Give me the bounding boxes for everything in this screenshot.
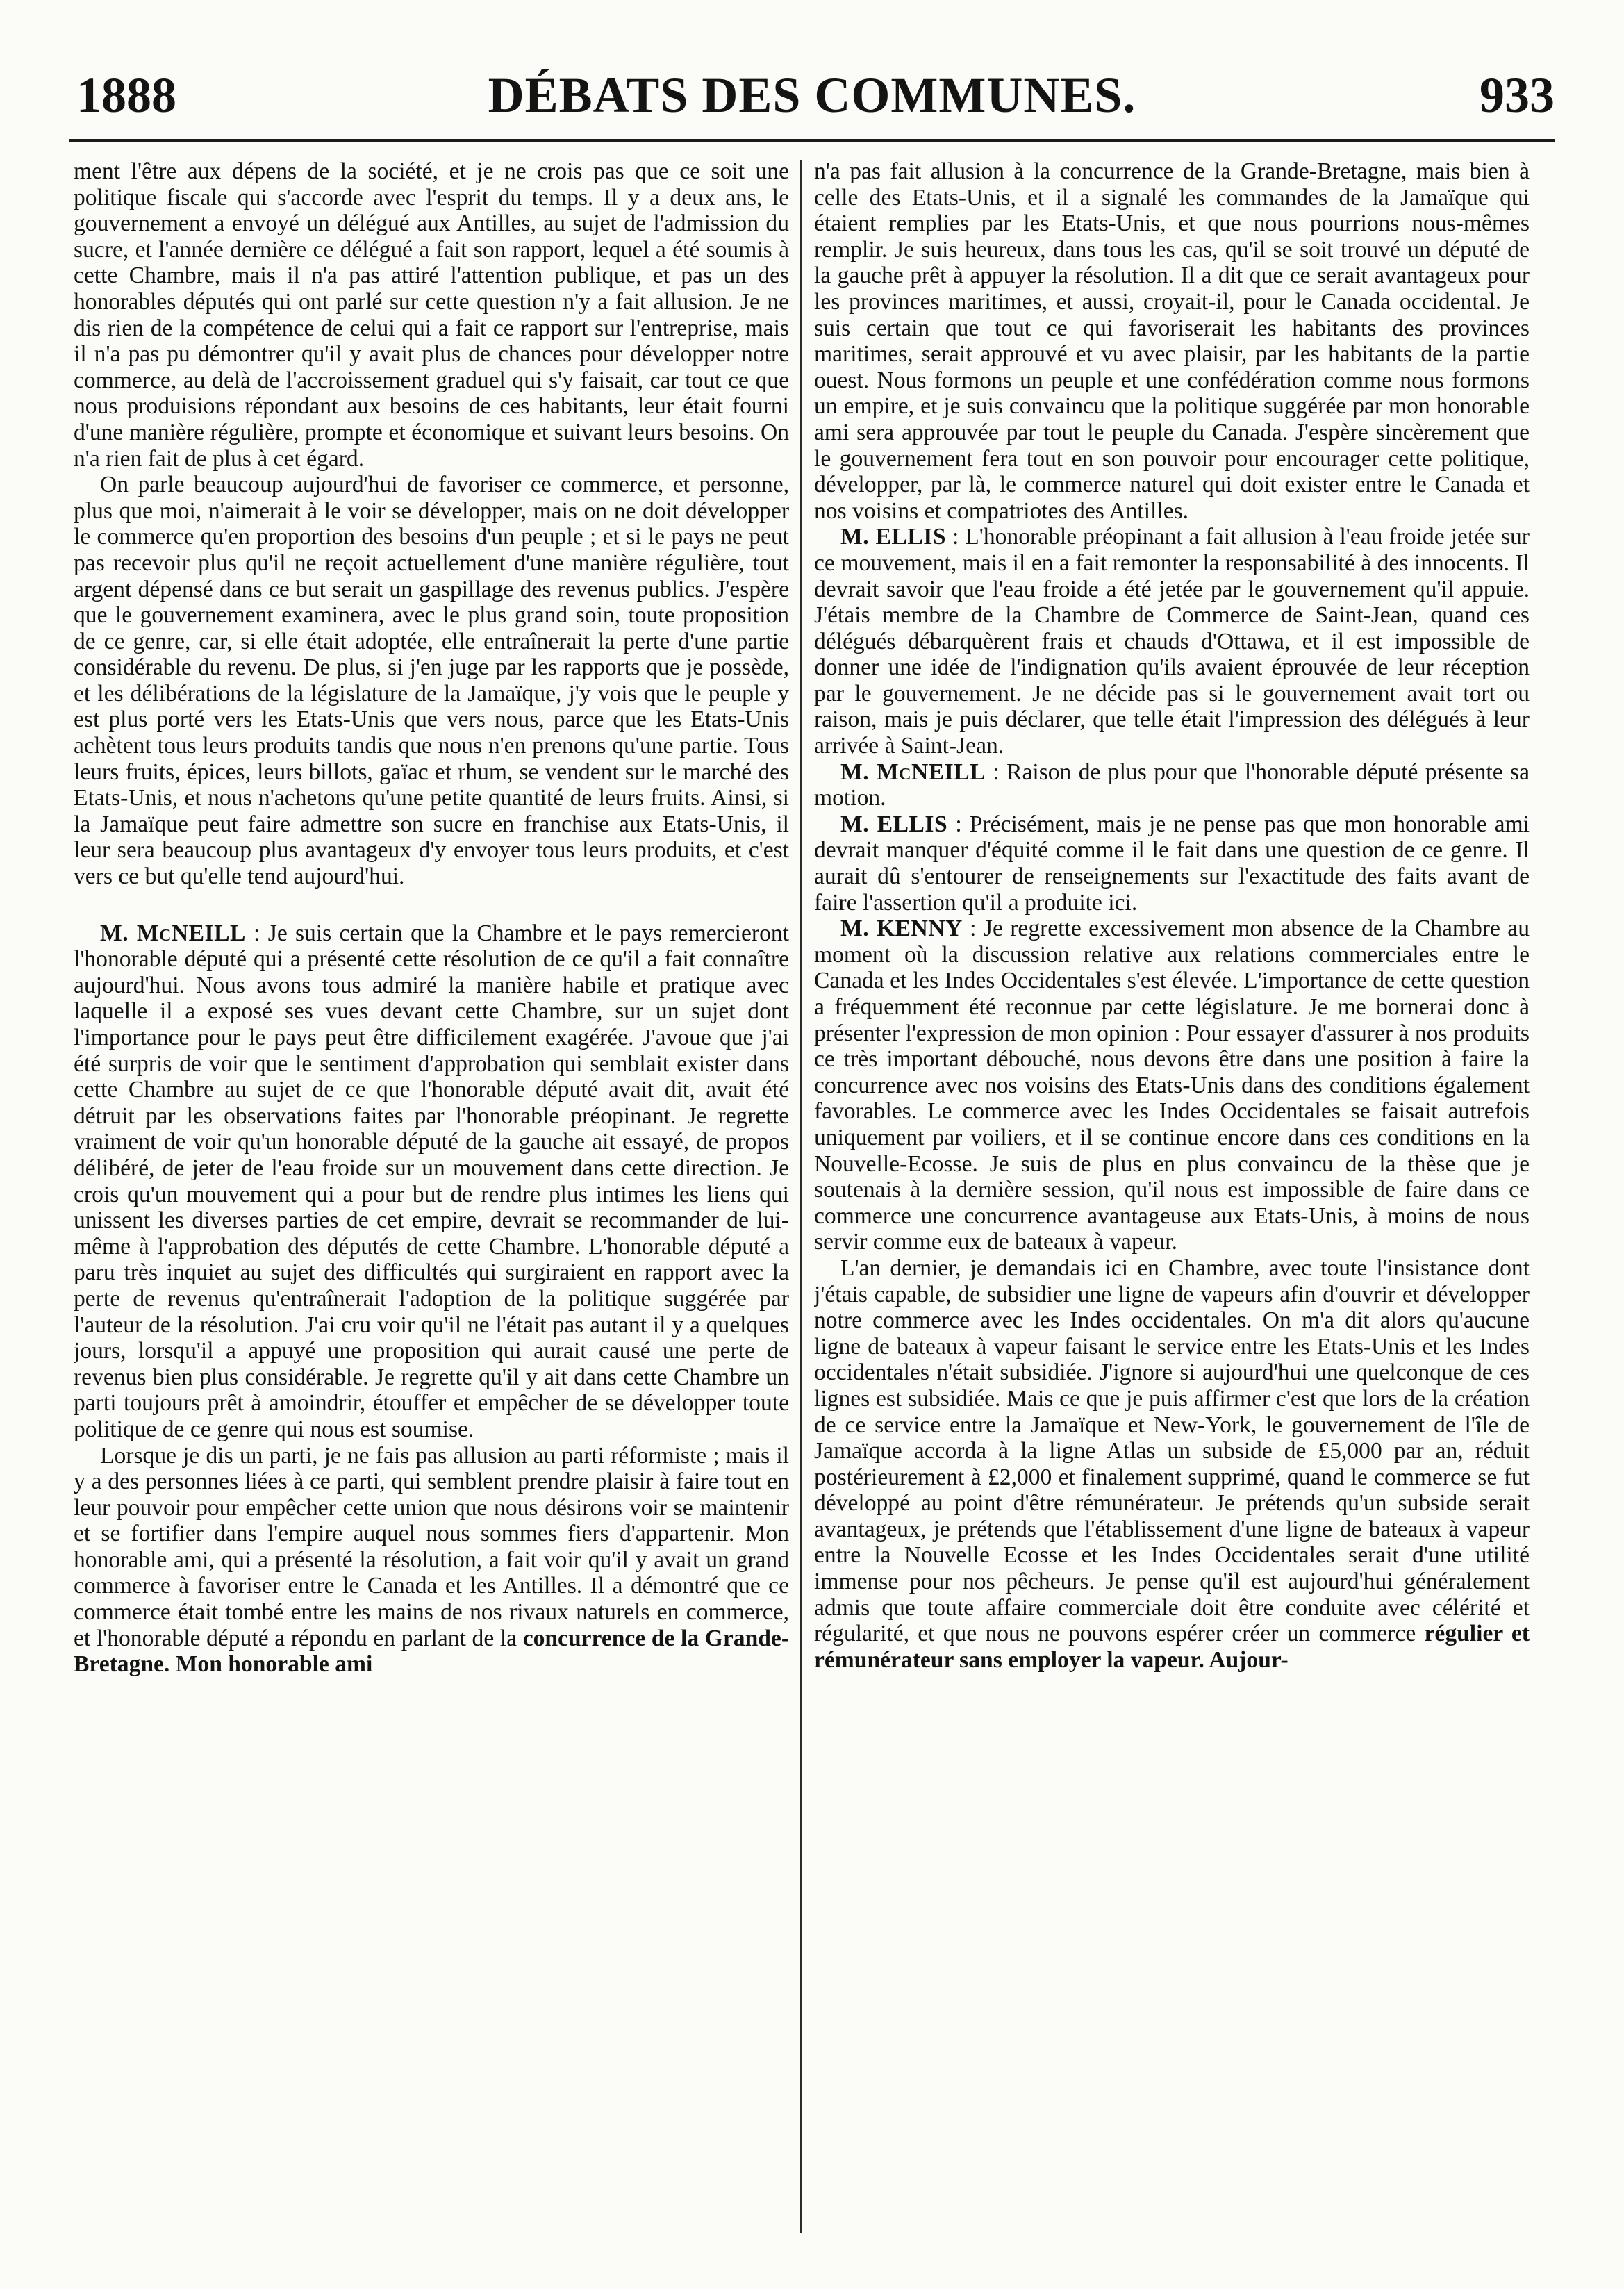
header-page-number: 933 <box>1480 67 1555 123</box>
speech-text: : L'honorable préopinant a fait allusion à l'eau froide jetée sur ce mouvement, mais il en a fait remonter la responsabilité à des innocents. Il devrait savoir que l'eau froide a été jetée par le gouvernement qu'il appuie. J'étais membre de la Chambre de Commerce de Saint-Jean, quand ces délégués débarquèrent frais et chauds d'Ottawa, et il est impossible de donner une idée de l'indignation qu'ils avaient éprouvée de leur réception par le gouvernement. Je ne décide pas si le gouvernement avait tort ou raison, mais je puis déclarer, que telle était l'impression des délégués à leur arrivée à Saint-Jean. <box>814 524 1530 759</box>
speaker-name: M. ELLIS <box>840 811 948 837</box>
column-divider <box>800 160 802 2233</box>
right-column <box>814 158 1530 2236</box>
header-rule <box>69 139 1555 142</box>
paragraph-last-line: concurrence de la Grande-Bretagne. Mon honorable ami <box>74 1625 789 1678</box>
left-paragraph-1: ment l'être aux dépens de la société, et je ne crois pas que ce soit une politique fiscale qui s'accorde avec l'esprit du temps. Il y a deux ans, le gouvernement a envoyé un délégué aux Antilles, au sujet de l'admission du sucre, et l'année dernière ce délégué a fait son rapport, lequel a été soumis à cette Chambre, mais il n'a pas attiré l'attention publique, et pas un des honorables députés qui ont parlé sur cette question n'y a fait allusion. Je ne dis rien de la compétence de celui qui a fait ce rapport sur l'entreprise, mais il n'a pas pu démontrer qu'il y avait plus de chances pour développer notre commerce, au delà de l'accroissement graduel qui s'y faisait, car tout ce que nous produisions répondant aux besoins de ces habitants, leur était fourni d'une manière régulière, prompte et économique et suivant leurs besoins. On n'a rien fait de plus à cet égard. <box>74 158 789 472</box>
right-paragraph-1: n'a pas fait allusion à la concurrence de la Grande-Bretagne, mais bien à celle des Etats-Unis, et il a signalé les commandes de la Jamaïque qui étaient remplies par les Etats-Unis, et que nous pourrions nous-mêmes remplir. Je suis heureux, dans tous les cas, qu'il se soit trouvé un député de la gauche prêt à appuyer la résolution. Il a dit que ce serait avantageux pour les provinces maritimes, et aussi, croyait-il, pour le Canada occidental. Je suis certain que tout ce qui favoriserait les habitants des provinces maritimes, serait approuvé et vu avec plaisir, par les habitants de la partie ouest. Nous formons un peuple et une confédération comme nous formons un empire, et je suis convaincu que la politique suggérée par mon honorable ami sera approuvée par tout le peuple du Canada. J'espère sincèrement que le gouvernement fera tout en son pouvoir pour encourager cette politique, développer, par là, le commerce naturel qui doit exister entre le Canada et nos voisins et compatriotes des Antilles. <box>814 158 1530 524</box>
left-paragraph-2: On parle beaucoup aujourd'hui de favoriser ce commerce, et personne, plus que moi, n'aimerait à le voir se développer, mais on ne doit développer le commerce qu'en proportion des besoins d'un peuple ; et si le pays ne peut pas recevoir plus qu'il ne reçoit actuellement d'une manière régulière, tout argent dépensé dans ce but serait un gaspillage des revenus publics. J'espère que le gouvernement examinera, avec le plus grand soin, toute proposition de ce genre, car, si elle était adoptée, elle entraînerait la perte d'une partie considérable du revenu. De plus, si j'en juge par les rapports que je possède, et les délibérations de la législature de la Jamaïque, j'y vois que le peuple y est plus porté vers les Etats-Unis que vers nous, parce que les Etats-Unis achètent tous leurs produits tandis que nous n'en prenons qu'une partie. Tous leurs fruits, épices, leurs billots, gaïac et rhum, se vendent sur le marché des Etats-Unis, et nous n'achetons qu'une petite quantité de leurs fruits. Ainsi, si la Jamaïque peut faire admettre son sucre en franchise aux Etats-Unis, il leur sera beaucoup plus avantageux d'y envoyer tous leurs produits, et c'est vers ce but qu'elle tend aujourd'hui. <box>74 472 789 890</box>
right-paragraph-4 <box>814 811 1530 916</box>
right-paragraph-5 <box>814 916 1530 1255</box>
speech-text: : Je regrette excessivement mon absence de la Chambre au moment où la discussion relative aux relations commerciales entre le Canada et les Indes Occidentales s'est élevée. L'importance de cette question a fréquemment été reconnue par cette législature. Je me bornerai donc à présenter l'expression de mon opinion : Pour essayer d'assurer à nos produits ce très important débouché, nous devons être dans une position à faire la concurrence avec nos voisins des Etats-Unis dans des conditions également favorables. Le commerce avec les Indes Occidentales se faisait autrefois uniquement par voiliers, et il se continue encore dans ces conditions en la Nouvelle-Ecosse. Je suis de plus en plus convaincu de la thèse que je soutenais à la dernière session, qu'il nous est impossible de faire dans ce commerce une concurrence avantageuse aux Etats-Unis, à moins de nous servir comme eux de bateaux à vapeur. <box>814 916 1530 1255</box>
header-year: 1888 <box>76 67 176 123</box>
speaker-name: M. ELLIS <box>840 524 946 550</box>
paragraph-text: Lorsque je dis un parti, je ne fais pas allusion au parti réformiste ; mais il y a des personnes liées à ce parti, qui semblent prendre plaisir à faire tout en leur pouvoir pour empêcher cette union que nous désirons voir se maintenir et se fortifier dans l'empire auquel nous sommes fiers d'appartenir. Mon honorable ami, qui a présenté la résolution, a fait voir qu'il y avait un grand commerce à favoriser entre le Canada et les Antilles. Il a démontré que ce commerce était tombé entre les mains de nos rivaux naturels en commerce, et l'honorable député a répondu en parlant de la <box>74 1442 789 1651</box>
speaker-name: M. McNEILL <box>100 920 246 946</box>
right-paragraph-3 <box>814 759 1530 811</box>
speech-text: : Je suis certain que la Chambre et le pays remercieront l'honorable député qui a présenté cette résolution de ce qu'il a fait connaître aujourd'hui. Nous avons tous admiré la manière habile et pratique avec laquelle il a exposé ses vues devant cette Chambre, sur un sujet dont l'importance pour le pays peut être difficilement exagérée. J'avoue que j'ai été surpris de voir que le sentiment d'approbation qui semblait exister dans cette Chambre au sujet de ce que l'honorable député avait dit, avait été détruit par les observations faites par l'honorable préopinant. Je regrette vraiment de voir qu'un honorable député de la gauche ait essayé, de propos délibéré, de jeter de l'eau froide sur un mouvement dans cette direction. Je crois qu'un mouvement qui a pour but de rendre plus intimes les liens qui unissent les diverses parties de cet empire, devrait se recommander de lui-même à l'approbation des députés de cette Chambre. L'honorable député a paru très inquiet au sujet des difficultés qui surgiraient en rapport avec la perte de revenus qu'entraînerait l'adoption de la politique suggérée par l'auteur de la résolution. J'ai cru voir qu'il ne l'était pas autant il y a quelques jours, lorsqu'il a appuyé une proposition qui aurait causé une perte de revenus bien plus considérable. Je regrette qu'il y ait dans cette Chambre un parti toujours prêt à amoindrir, étouffer et empêcher de se développer toute politique de ce genre qui nous est soumise. <box>74 920 789 1442</box>
right-paragraph-6 <box>814 1255 1530 1674</box>
speech-text: : Précisément, mais je ne pense pas que mon honorable ami devrait manquer d'équité comme il le fait dans une question de ce genre. Il aurait dû s'entourer de renseignements sur l'exactitude des faits avant de faire l'assertion qu'il a produite ici. <box>814 811 1530 916</box>
left-paragraph-3 <box>74 920 789 1443</box>
right-paragraph-2 <box>814 524 1530 759</box>
left-column <box>74 158 789 2236</box>
speaker-name: M. McNEILL <box>840 759 986 785</box>
header-title: DÉBATS DES COMMUNES. <box>488 67 1136 123</box>
speaker-name: M. KENNY <box>840 916 963 942</box>
speech-text: : Raison de plus pour que l'honorable député présente sa motion. <box>814 759 1530 811</box>
page-header <box>69 64 1555 126</box>
paragraph-text: L'an dernier, je demandais ici en Chambre, avec toute l'insistance dont j'étais capable, de subsidier une ligne de vapeurs afin d'ouvrir et développer notre commerce avec les Indes occidentales. On m'a dit alors qu'aucune ligne de bateaux à vapeur faisant le service entre les Etats-Unis et les Indes occidentales n'était subsidiée. J'ignore si aujourd'hui une quelconque de ces lignes est subsidiée. Mais ce que je puis affirmer c'est que lors de la création de ce service entre la Jamaïque et New-York, le gouvernement de l'île de Jamaïque accorda à la ligne Atlas un subside de £5,000 par an, réduit postérieurement à £2,000 et finalement supprimé, quand le commerce se fut développé au point d'être rémunérateur. Je prétends qu'un subside serait avantageux, je prétends que l'établissement d'une ligne de bateaux à vapeur entre la Nouvelle Ecosse et les Indes Occidentales serait d'une utilité immense pour nos pêcheurs. Je pense qu'il est aujourd'hui généralement admis que toute affaire commerciale doit être conduite avec célérité et régularité, et que nous ne pouvons espérer créer un commerce <box>814 1255 1530 1647</box>
paragraph-last-line: régulier et rémunérateur sans employer la vapeur. Aujour- <box>814 1621 1530 1673</box>
left-paragraph-4 <box>74 1443 789 1678</box>
